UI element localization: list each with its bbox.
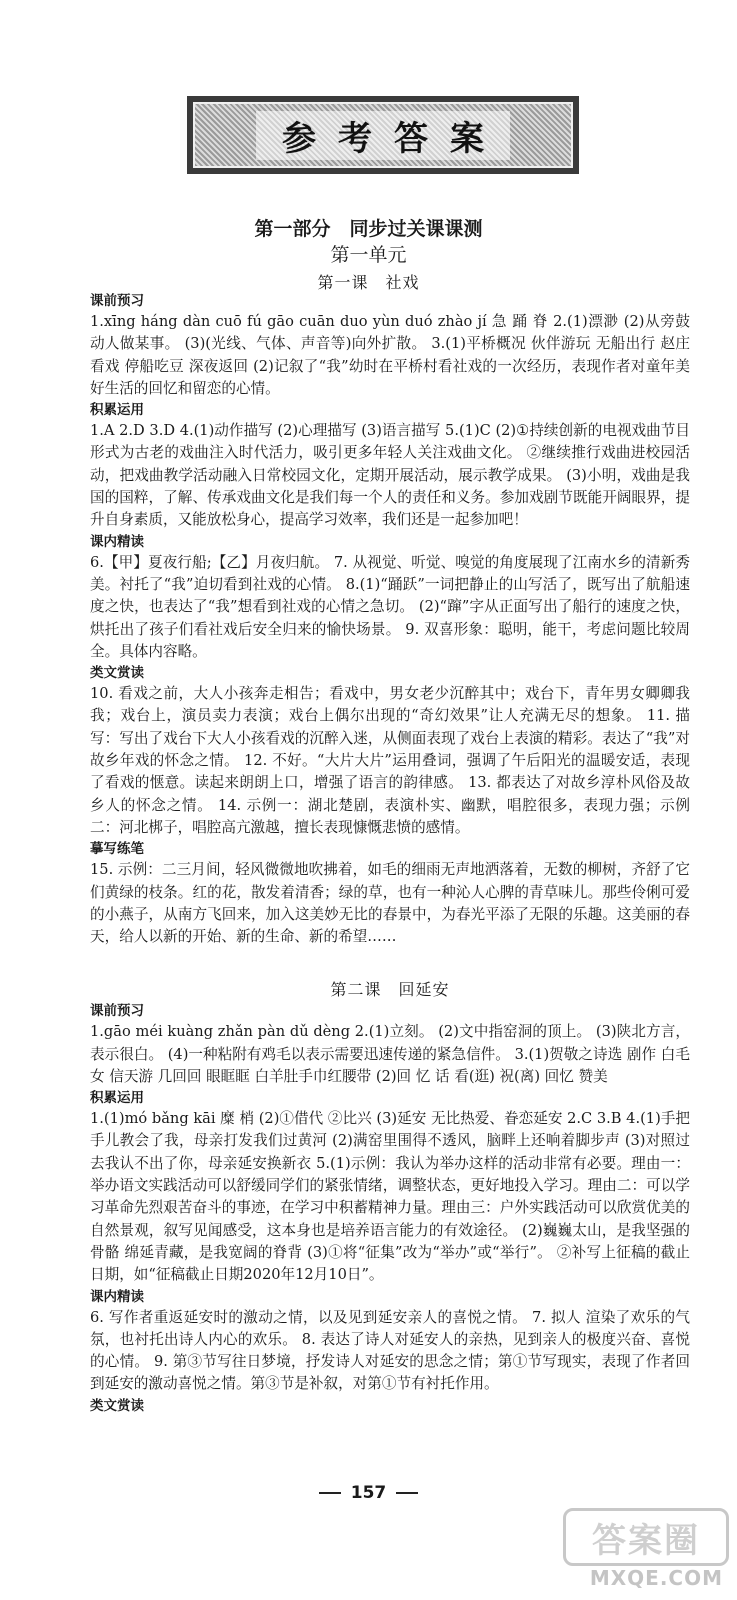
section-text: 1.A 2.D 3.D 4.(1)动作描写 (2)心理描写 (3)语言描写 5.(1)C (2)①持续创新的电视戏曲节目形式为古老的戏曲注入时代活力，吸引更多年轻人关注戏曲文化。 ②继续推行戏曲进校园活动，把戏曲教学活动融入日常校园文化，定期开展活动，展示教学成果。 (3)小明，戏曲是我国的国粹，了解、传承戏曲文化是我们每一个人的责任和义务。参加戏剧节既能开阔眼界，提升自身素质，又能放松身心，提高学习效率，我们还是一起参加吧！ [90,422,690,529]
lesson-2-answers [90,977,690,1416]
footer-dash-right [396,1492,418,1494]
section-text: 1.gāo méi kuàng zhǎn pàn dǔ dèng 2.(1)立刻。 (2)文中指窑洞的顶上。 (3)陕北方言，表示很白。 (4)一种粘附有鸡毛以表示需要迅速传递的紧急信件。 3.(1)贺敬之诗选 剧作 白毛女 信天游 几回回 眼眶眶 白羊肚手巾红腰带 (2)回 忆 话 看(逛) 祝(离) 回忆 赞美 [90,1023,690,1085]
section-heading: 课前预习 [90,1003,144,1020]
footer-dash-left [319,1492,341,1494]
lesson-title: 第二课 回延安 [330,980,450,999]
section-heading: 类文赏读 [90,665,144,682]
answer-key-banner [187,96,579,174]
section-heading: 课内精读 [90,533,144,550]
section-text: 6. 写作者重返延安时的激动之情，以及见到延安亲人的喜悦之情。 7. 拟人 渲染了欢乐的气氛，也衬托出诗人内心的欢乐。 8. 表达了诗人对延安人的亲热，见到亲人的极度兴奋、喜悦的心情。 9. 第③节写往日梦境，抒发诗人对延安的思念之情；第①节写现实，表现了作者回到延安的激动喜悦之情。第③节是补叙，对第①节有衬托作用。 [90,1308,690,1393]
section-text: 1.(1)mó bǎng kāi 糜 梢 (2)①借代 ②比兴 (3)延安 无比热爱、眷恋延安 2.C 3.B 4.(1)手把手儿教会了我，母亲打发我们过黄河 (2)满窑里围得不透风，脑畔上还响着脚步声 (3)对照过去我认不出了你，母亲延安换新衣 5.(1)示例：我认为举办这样的活动非常有必要。理由一：举办语文实践活动可以舒缓同学们的紧张情绪，调整状态，更好地投入学习。理由二：可以学习革命先烈艰苦奋斗的事迹，在学习中积蓄精神力量。理由三：户外实践活动可以欣赏优美的自然景观，叙写见闻感受，这本身也是培养语言能力的有效途径。 (2)巍巍太山，是我坚强的骨骼 绵延青藏，是我宽阔的脊背 (3)①将“征集”改为“举办”或“举行”。 ②补写上征稿的截止日期，如“征稿截止日期2020年12月10日”。 [90,1110,690,1284]
section-heading: 课内精读 [90,1288,144,1305]
site-watermark [569,1508,729,1594]
banner-title: 参考答案 [256,111,510,160]
lesson-title: 第一课 社戏 [317,273,420,292]
section-text: 10. 看戏之前，大人小孩奔走相告；看戏中，男女老少沉醉其中；戏台下，青年男女卿卿我我；戏台上，演员卖力表演；戏台上偶尔出现的“奇幻效果”让人充满无尽的想象。 11. 描写：写出了戏台下大人小孩看戏的沉醉入迷，从侧面表现了戏台上表演的精彩。表达了“我”对故乡年戏的怀念之情。 12. 不好。“大片大片”运用叠词，强调了午后阳光的温暖安适，表现了看戏的惬意。读起来朗朗上口，增强了语言的韵律感。 13. 都表达了对故乡淳朴风俗及故乡人的怀念之情。 14. 示例一：湖北楚剧，表演朴实、幽默，唱腔很多，表现力强；示例二：河北梆子，唱腔高亢激越，擅长表现慷慨悲愤的感情。 [90,685,690,836]
banner-frame [193,102,573,168]
section-heading: 摹写练笔 [90,841,144,858]
unit-title: 第一单元 [330,244,407,266]
lesson-1-answers [90,291,690,948]
section-heading: 课前预习 [90,293,144,309]
page-footer [0,1483,737,1503]
section-text: 15. 示例：二三月间，轻风微微地吹拂着，如毛的细雨无声地洒落着，无数的柳树，齐舒了它们黄绿的枝条。红的花，散发着清香；绿的草，也有一种沁人心脾的青草味儿。那些伶俐可爱的小燕子，从南方飞回来，加入这美妙无比的春景中，为春光平添了无限的乐趣。这美丽的春天，给人以新的开始、新的生命、新的希望…… [90,861,690,946]
section-heading: 类文赏读 [90,1397,144,1414]
section-text: 6.【甲】夏夜行船;【乙】月夜归航。 7. 从视觉、听觉、嗅觉的角度展现了江南水乡的清新秀美。衬托了“我”迫切看到社戏的心情。 8.(1)“踊跃”一词把静止的山写活了，既写出了航船速度之快，也表达了“我”想看到社戏的心情之急切。 (2)“蹿”字从正面写出了船行的速度之快，烘托出了孩子们看社戏后安全归来的愉快场景。 9. 双喜形象：聪明，能干，考虑问题比较周全。具体内容略。 [90,553,690,660]
section-heading: 积累运用 [90,1090,144,1107]
watermark-url: MXQE.COM [589,1566,723,1590]
page-number: 157 [350,1483,387,1503]
watermark-logo: 答案圈 [563,1508,729,1566]
part-title: 第一部分 同步过关课课测 [254,218,483,240]
section-heading: 积累运用 [90,402,144,419]
section-text: 1.xīng háng dàn cuō fú gāo cuān duo yùn duó zhào jí 急 踊 脊 2.(1)漂渺 (2)从旁鼓动人做某事。 (3)(光线、气体、声音等)向外扩散。 3.(1)平桥概况 伙伴游玩 无船出行 赵庄看戏 停船吃豆 深夜返回 (2)记叙了“我”幼时在平桥村看社戏的一次经历，表现作者对童年美好生活的回忆和留恋的心情。 [90,313,690,397]
